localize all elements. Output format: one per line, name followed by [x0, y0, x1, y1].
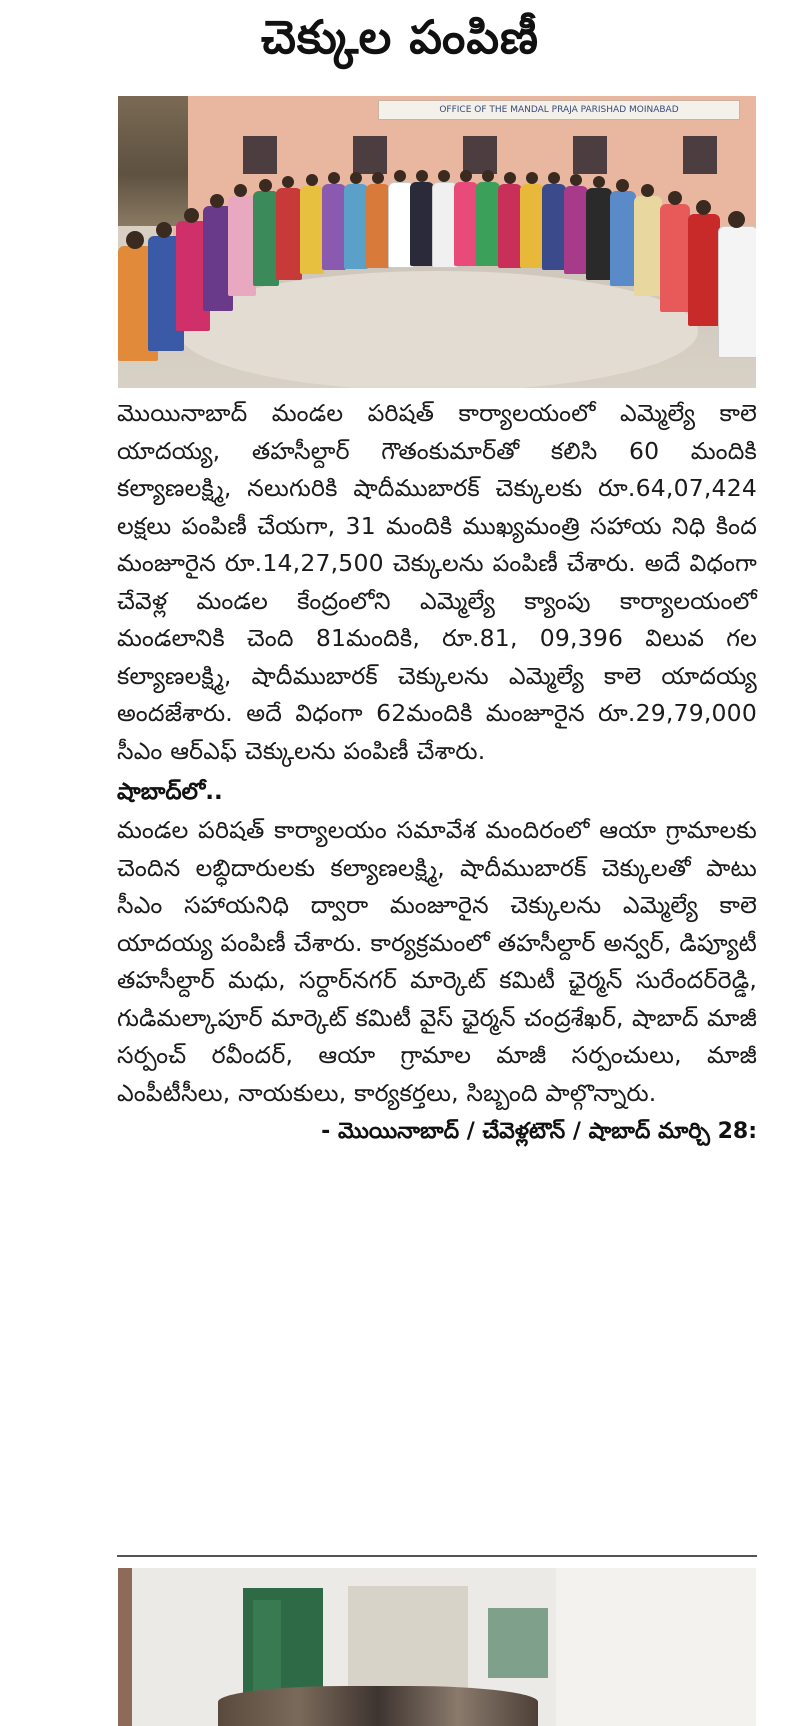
person-head	[460, 170, 472, 182]
person-head	[210, 194, 224, 208]
person-head	[259, 179, 272, 192]
person-head	[234, 184, 247, 197]
person	[344, 184, 368, 269]
person	[498, 184, 522, 268]
person	[718, 226, 756, 358]
section-divider	[117, 1555, 757, 1557]
person	[520, 184, 544, 268]
person	[366, 184, 390, 268]
person-head	[328, 172, 340, 184]
person	[564, 186, 588, 274]
person-head	[482, 170, 494, 182]
meeting-hall-photo	[118, 1568, 756, 1726]
person-head	[728, 211, 745, 228]
seated-people	[218, 1686, 538, 1726]
building-door	[243, 136, 277, 174]
person-head	[641, 184, 654, 197]
person-head	[306, 174, 318, 186]
group-photo	[118, 96, 756, 388]
person-head	[184, 208, 199, 223]
person-head	[526, 172, 538, 184]
person	[276, 188, 302, 280]
person	[586, 188, 612, 280]
window	[488, 1608, 548, 1678]
person-head	[548, 172, 560, 184]
person	[322, 184, 346, 270]
courtyard-clearing	[178, 271, 698, 388]
person	[476, 182, 500, 266]
person	[454, 182, 478, 266]
person	[688, 214, 720, 326]
person	[410, 182, 434, 266]
office-sign	[378, 100, 740, 120]
white-wall	[556, 1568, 756, 1726]
article-paragraph: మండల పరిషత్ కార్యాలయం సమావేశ మందిరంలో ఆయా గ్రామాలకు చెందిన లబ్ధిదారులకు కల్యాణలక్ష్మి, షాదీముబారక్ చెక్కులతో పాటు సీఎం సహాయనిధి ద్వారా మంజూరైన చెక్కులను ఎమ్మెల్యే కాలె యాదయ్య పంపిణీ చేశారు. కార్యక్రమంలో తహసీల్దార్ అన్వర్, డిప్యూటీ తహసీల్దార్ మధు, సర్దార్‌నగర్ మార్కెట్ కమిటీ ఛైర్మన్ సురేందర్‌రెడ్డి, గుడిమల్కాపూర్ మార్కెట్ కమిటీ వైస్ ఛైర్మన్ చంద్రశేఖర్, షాబాద్ మాజీ సర్పంచ్ రవీందర్, ఆయా గ్రామాల మాజీ సర్పంచులు, మాజీ ఎంపీటీసీలు, నాయకులు, కార్యకర్తలు, సిబ్బంది పాల్గొన్నారు.	[117, 816, 757, 1107]
person-head	[372, 172, 384, 184]
person-head	[282, 176, 294, 188]
headline: చెక్కుల పంపిణీ	[260, 10, 540, 64]
person-head	[570, 174, 582, 186]
person	[610, 191, 636, 286]
wall-edge	[118, 1568, 132, 1726]
person-head	[504, 172, 516, 184]
person-head	[156, 222, 172, 238]
person-head	[593, 176, 605, 188]
person	[542, 184, 566, 270]
tree	[118, 96, 188, 226]
building-door	[683, 136, 717, 174]
person-head	[696, 200, 711, 215]
person-head	[416, 170, 428, 182]
building-door	[573, 136, 607, 174]
subheading: షాబాద్‌లో..	[117, 779, 223, 805]
person-head	[126, 231, 144, 249]
person	[300, 186, 324, 274]
article-paragraph: మొయినాబాద్ మండల పరిషత్ కార్యాలయంలో ఎమ్మెల్యే కాలె యాదయ్య, తహసీల్దార్ గౌతంకుమార్‌తో కలిసి 60 మందికి కల్యాణలక్ష్మి, నలుగురికి షాదీముబారక్ చెక్కులకు రూ.64,07,424 లక్షలు పంపిణీ చేయగా, 31 మందికి ముఖ్యమంత్రి సహాయ నిధి కింద మంజూరైన రూ.14,27,500 చెక్కులను పంపిణీ చేశారు. అదే విధంగా చేవెళ్ల మండల కేంద్రంలోని ఎమ్మెల్యే క్యాంపు కార్యాలయంలో మండలానికి చెంది 81మందికి, రూ.81, 09,396 విలువ గల కల్యాణలక్ష్మి, షాదీముబారక్ చెక్కులను ఎమ్మెల్యే కాలె యాదయ్య అందజేశారు. అదే విధంగా 62మందికి మంజూరైన రూ.29,79,000 సీఎం ఆర్ఎఫ్ చెక్కులను పంపిణీ చేశారు.	[117, 399, 757, 765]
person-head	[438, 170, 450, 182]
office-sign-text: OFFICE OF THE MANDAL PRAJA PARISHAD MOINABAD	[439, 105, 679, 115]
person	[228, 196, 256, 296]
person	[660, 204, 690, 312]
person-head	[668, 191, 682, 205]
person-head	[394, 170, 406, 182]
person	[634, 196, 662, 296]
building-door	[463, 136, 497, 174]
dateline: - మొయినాబాద్ / చేవెళ్లటౌన్ / షాబాద్ మార్చి 28:	[321, 1119, 757, 1144]
building-door	[353, 136, 387, 174]
person-head	[616, 179, 629, 192]
article-body	[117, 395, 757, 1150]
person-head	[350, 172, 362, 184]
